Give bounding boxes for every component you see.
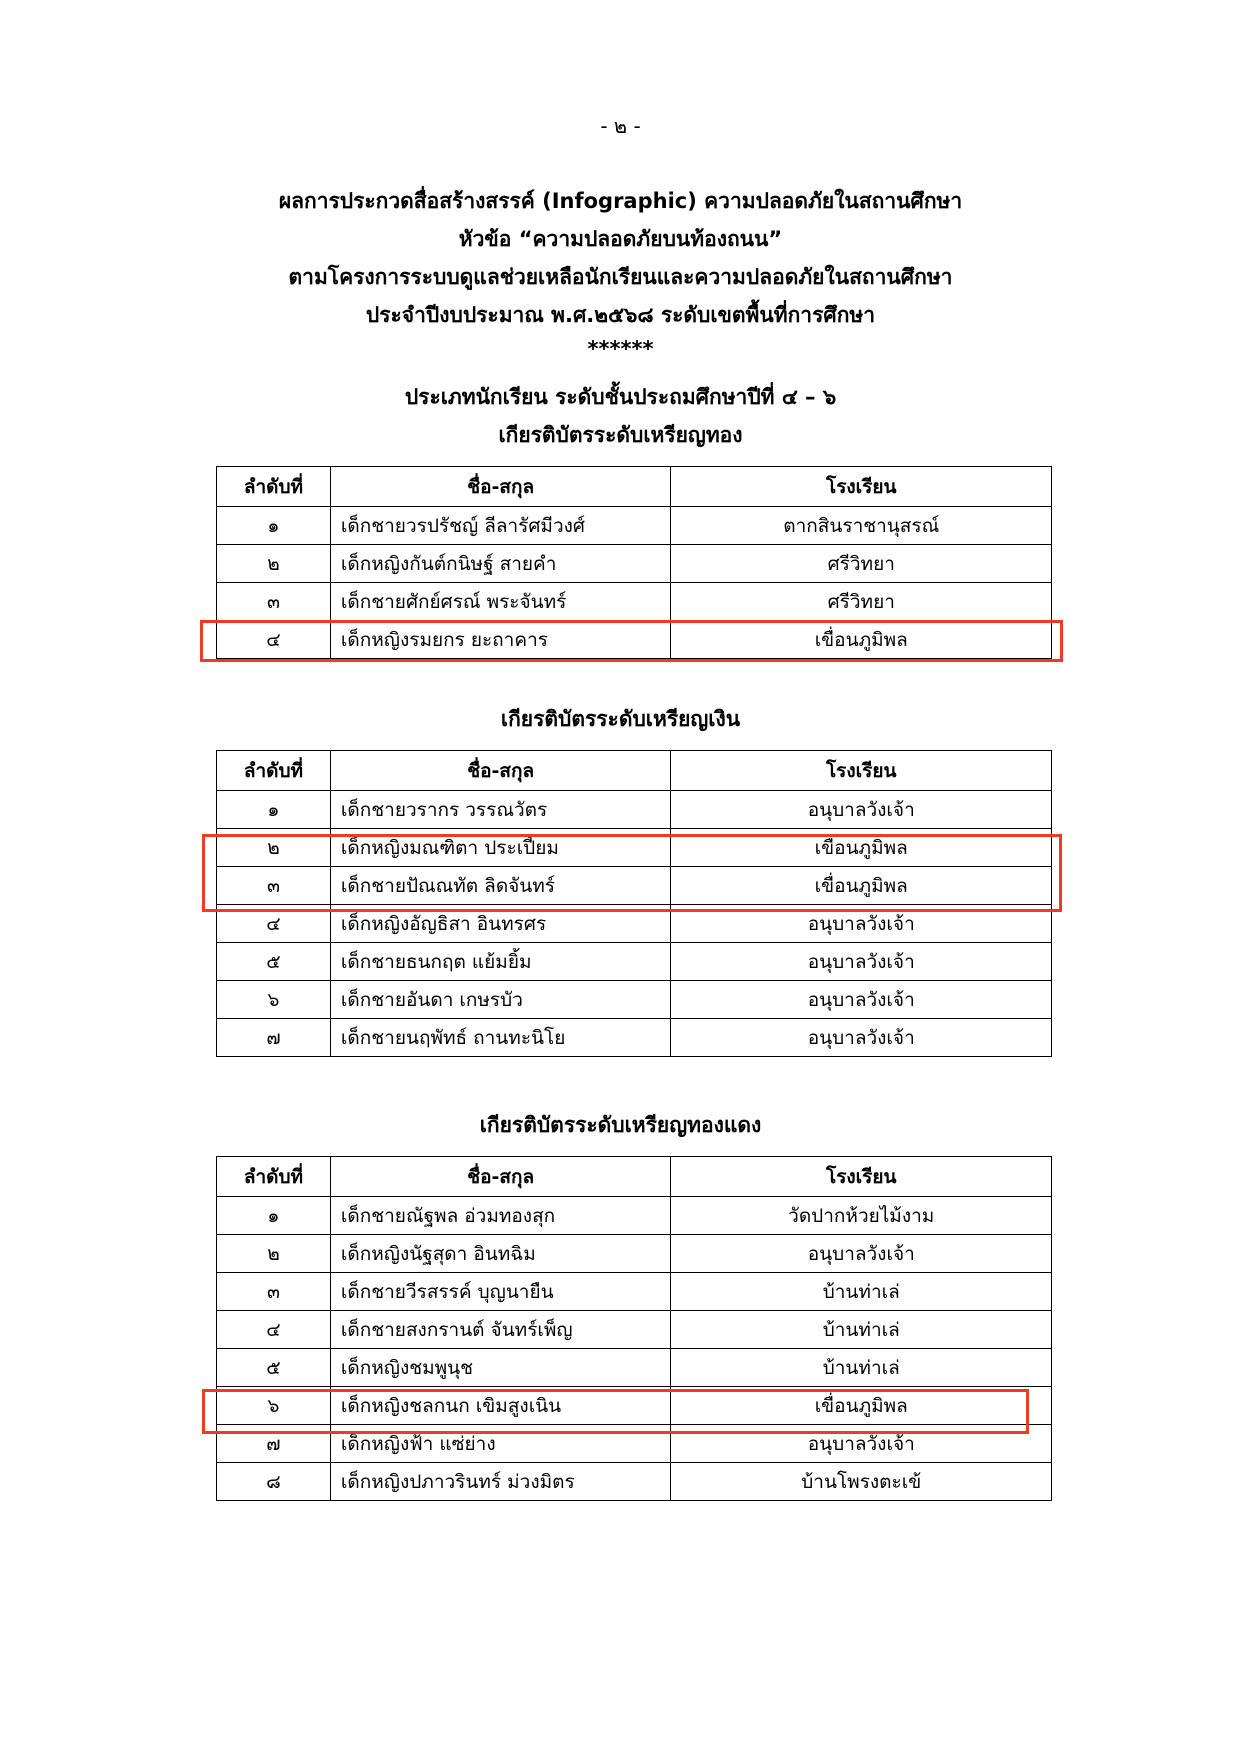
heading-line-1: ผลการประกวดสื่อสร้างสรรค์ (Infographic) ความปลอดภัยในสถานศึกษา: [278, 189, 963, 213]
heading-line-4: ประจำปีงบประมาณ พ.ศ.๒๕๖๘ ระดับเขตพื้นที่การศึกษา: [365, 303, 876, 327]
row-name: เด็กชายศักย์ศรณ์ พระจันทร์: [330, 583, 671, 621]
row-no: ๖: [217, 1387, 331, 1425]
row-school: อนุบาลวังเจ้า: [671, 1019, 1052, 1057]
row-no: ๑: [217, 1197, 331, 1235]
row-name: เด็กชายอันดา เกษรบัว: [330, 981, 671, 1019]
table-row: [217, 1019, 1052, 1057]
column-header-school: โรงเรียน: [671, 1157, 1052, 1197]
table-header-row: [217, 1157, 1052, 1197]
row-name: เด็กชายนฤพัทธ์ ถานทะนิโย: [330, 1019, 671, 1057]
gold-title: เกียรติบัตรระดับเหรียญทอง: [498, 423, 743, 447]
row-school: ศรีวิทยา: [671, 583, 1052, 621]
row-name: เด็กชายสงกรานต์ จันทร์เพ็ญ: [330, 1311, 671, 1349]
row-school: เขื่อนภูมิพล: [671, 621, 1052, 659]
column-header-no: ลำดับที่: [217, 1157, 331, 1197]
row-no: ๒: [217, 829, 331, 867]
row-school: อนุบาลวังเจ้า: [671, 943, 1052, 981]
column-header-no: ลำดับที่: [217, 751, 331, 791]
table-row: [217, 1235, 1052, 1273]
row-no: ๔: [217, 905, 331, 943]
row-no: ๗: [217, 1425, 331, 1463]
highlight-box: [202, 1389, 1029, 1434]
table-row: [217, 507, 1052, 545]
row-school: เขื่อนภูมิพล: [671, 829, 1052, 867]
silver-title: เกียรติบัตรระดับเหรียญเงิน: [500, 707, 741, 731]
table-row: [217, 1311, 1052, 1349]
column-header-name: ชื่อ-สกุล: [330, 467, 671, 507]
heading-stars: ******: [587, 337, 654, 361]
table-header-row: [217, 467, 1052, 507]
row-name: เด็กชายปัณณทัต ลิดจันทร์: [330, 867, 671, 905]
row-school: อนุบาลวังเจ้า: [671, 1235, 1052, 1273]
row-no: ๘: [217, 1463, 331, 1501]
highlight-box: [202, 834, 1062, 912]
row-name: เด็กหญิงรมยกร ยะถาคาร: [330, 621, 671, 659]
column-header-no: ลำดับที่: [217, 467, 331, 507]
row-name: เด็กชายณัฐพล อ่วมทองสุก: [330, 1197, 671, 1235]
row-no: ๕: [217, 943, 331, 981]
row-name: เด็กชายวีรสรรค์ บุญนายืน: [330, 1273, 671, 1311]
row-school: เขื่อนภูมิพล: [671, 1387, 1052, 1425]
row-name: เด็กชายวรปรัชญ์ ลีลารัศมีวงศ์: [330, 507, 671, 545]
bronze-title: เกียรติบัตรระดับเหรียญทองแดง: [479, 1113, 762, 1137]
row-name: เด็กหญิงชลกนก เขิมสูงเนิน: [330, 1387, 671, 1425]
row-school: อนุบาลวังเจ้า: [671, 905, 1052, 943]
page-number: - ๒ -: [600, 114, 641, 138]
row-no: ๗: [217, 1019, 331, 1057]
row-name: เด็กหญิงอัญธิสา อินทรศร: [330, 905, 671, 943]
row-school: บ้านท่าเล่: [671, 1273, 1052, 1311]
column-header-name: ชื่อ-สกุล: [330, 1157, 671, 1197]
category-title: ประเภทนักเรียน ระดับชั้นประถมศึกษาปีที่ ๔ – ๖: [404, 385, 837, 409]
row-no: ๓: [217, 867, 331, 905]
table-row: [217, 1273, 1052, 1311]
table-row: [217, 1197, 1052, 1235]
row-school: อนุบาลวังเจ้า: [671, 1425, 1052, 1463]
table-row: [217, 981, 1052, 1019]
row-name: เด็กชายธนกฤต แย้มยิ้ม: [330, 943, 671, 981]
row-school: ตากสินราชานุสรณ์: [671, 507, 1052, 545]
table-header-row: [217, 751, 1052, 791]
row-no: ๕: [217, 1349, 331, 1387]
row-school: บ้านท่าเล่: [671, 1349, 1052, 1387]
row-school: อนุบาลวังเจ้า: [671, 981, 1052, 1019]
row-no: ๑: [217, 507, 331, 545]
table-row: [217, 943, 1052, 981]
row-no: ๑: [217, 791, 331, 829]
heading-line-3: ตามโครงการระบบดูแลช่วยเหลือนักเรียนและความปลอดภัยในสถานศึกษา: [288, 265, 953, 289]
row-school: ศรีวิทยา: [671, 545, 1052, 583]
row-name: เด็กหญิงกันต์กนิษฐ์ สายคำ: [330, 545, 671, 583]
document-heading: [0, 182, 1241, 364]
bronze-table: [216, 1156, 1052, 1501]
row-no: ๓: [217, 1273, 331, 1311]
row-name: เด็กหญิงชมพูนุช: [330, 1349, 671, 1387]
row-no: ๔: [217, 621, 331, 659]
row-school: เขื่อนภูมิพล: [671, 867, 1052, 905]
table-row: [217, 583, 1052, 621]
row-school: บ้านโพรงตะเข้: [671, 1463, 1052, 1501]
row-name: เด็กชายวรากร วรรณวัตร: [330, 791, 671, 829]
row-no: ๒: [217, 1235, 331, 1273]
column-header-school: โรงเรียน: [671, 467, 1052, 507]
heading-line-2: หัวข้อ “ความปลอดภัยบนท้องถนน”: [458, 227, 783, 251]
row-no: ๓: [217, 583, 331, 621]
column-header-name: ชื่อ-สกุล: [330, 751, 671, 791]
row-school: อนุบาลวังเจ้า: [671, 791, 1052, 829]
table-row: [217, 791, 1052, 829]
row-no: ๔: [217, 1311, 331, 1349]
table-row: [217, 1463, 1052, 1501]
row-name: เด็กหญิงนัฐสุดา อินทฉิม: [330, 1235, 671, 1273]
row-name: เด็กหญิงฟ้า แซ่ย่าง: [330, 1425, 671, 1463]
row-school: วัดปากห้วยไม้งาม: [671, 1197, 1052, 1235]
row-name: เด็กหญิงปภาวรินทร์ ม่วงมิตร: [330, 1463, 671, 1501]
row-school: บ้านท่าเล่: [671, 1311, 1052, 1349]
row-name: เด็กหญิงมณฑิตา ประเปี้ยม: [330, 829, 671, 867]
table-row: [217, 545, 1052, 583]
row-no: ๖: [217, 981, 331, 1019]
highlight-box: [200, 620, 1063, 662]
row-no: ๒: [217, 545, 331, 583]
column-header-school: โรงเรียน: [671, 751, 1052, 791]
table-row: [217, 1349, 1052, 1387]
